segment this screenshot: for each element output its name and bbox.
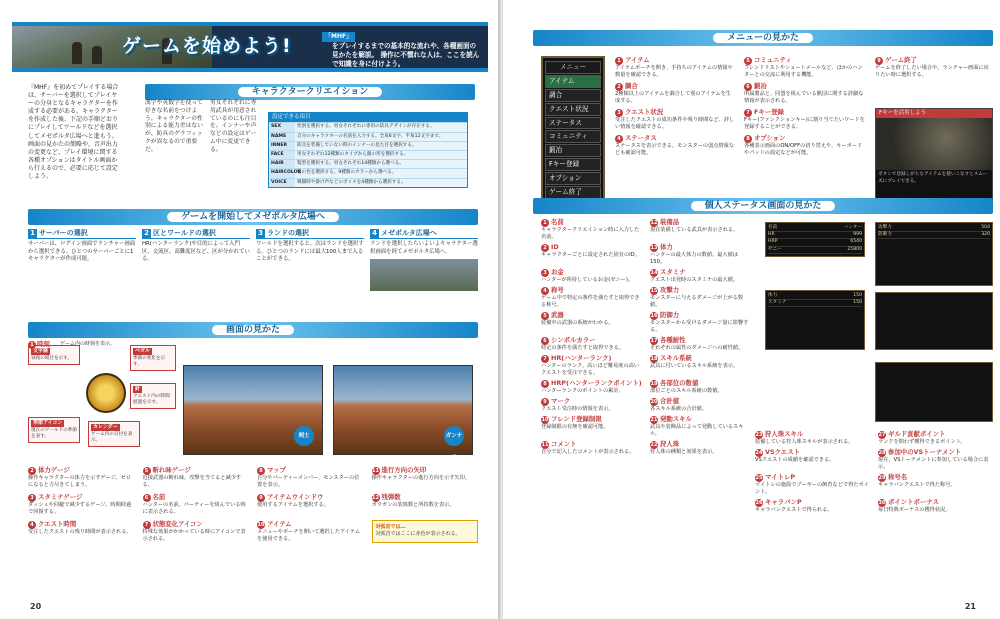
clock-item-label: 1 時刻 (28, 340, 50, 349)
banner-lead: をプレイするまでの基本的な流れや、各種画面の見かたを解説。 操作に不慣れな人は、ここを読んで知識を身に付けよう。 (332, 42, 480, 69)
status-window: 名前 ハンター HR 999 HRP 6540 ゼニー 25800 (765, 222, 865, 257)
clock-item-text: ゲーム内の時刻を表示。 (60, 341, 116, 347)
fkey-screenshot (876, 118, 992, 170)
right-page (502, 0, 1000, 619)
list-item: 8 マップ 自分やパーティーメンバー、モンスターの位置を表示。 (257, 466, 360, 489)
fkey-box: Fキーを活用しよう ボタンで登録しがちなアイテムを使いこなすとスムーズにプレイできる。 (875, 108, 993, 204)
list-item: 5 コミュニティ フレンドリストやショートメールなど、ほかのハンターとの交流に利用する機能。 (744, 56, 863, 79)
note-box: 対弧首では… 対弧首ではここに赤色が表示される。 (372, 520, 479, 543)
list-item: 2 調合 2種類以上のアイテムを調合して別のアイテムを生成する。 (615, 82, 731, 105)
step-screenshot (370, 259, 478, 291)
clock-diagram: 文字盤 昼夜の境目を示す。 ベゼル 季節の変化を示す。 針 クエスト内の時間経過を示す。 季節アイコン 現在のワールドの季節を表す。 カレンダー ゲーム内の日付を表示。 (28, 345, 178, 455)
skill-window: 体力 150 スタミナ 150 (765, 290, 865, 350)
section-character: キャラクタークリエイション (145, 84, 475, 100)
list-item: 1 アイテム アイテムポーチを開き、手持ちのアイテムの情報や数量を確認できる。 (615, 56, 733, 79)
intro-text: 『MHF』を初めてプレイする場合は、サーバーを選択してプレイヤーの分身となるキャラクターを作成する必要がある。キャラクターを作成した後、下記の手順どおりにプレイしてワールドなどを選択してメゼポルタ広場へと進もう。画面の見かたの簡略や、音声出力の変更など、プレイ環境に関する各種オプションはタイトル画面から行えるので、必要に応じて設定しよう。 (28, 84, 119, 181)
list-item: 12 残弾数 ボウガンの装填数と所持数を表示。 (371, 493, 455, 509)
list-item: 11 進行方向の矢印 操作キャラクターの進行方向を示す矢印。 (371, 466, 470, 481)
resist-window (875, 292, 993, 350)
list-item: 6 名前 ハンターの名前。パーティーを組んでいる時に表示される。 (142, 493, 246, 516)
clock-icon (86, 373, 126, 413)
list-item: 9 アイテムウインドウ 使用するアイテムを選択する。 (257, 493, 329, 509)
char-lead-2: 男女それぞれに専用武具が用意されているのにも注目を。インナーや声などの設定はゲーム中に変更できる。 (210, 100, 257, 153)
screenshot-gunner: ガンナー (333, 365, 473, 455)
list-item: 5 斬れ味ゲージ 近接武器の斬れ味。攻撃を当てると減少する。 (142, 466, 242, 489)
left-page (0, 0, 498, 619)
list-item: 4 クエスト時間 受注したクエストの残り時間が表示される。 (28, 520, 132, 536)
section-screen: 画面の見かた (28, 322, 478, 338)
list-item: 4 ステータス ステータスを表示できる。モンスターの弱点情報なども確認可能。 (615, 134, 735, 157)
step-item: 4 メゼポルタ広場へ ランドを選択したらいよいよキャラクター選択画面を経てメゼポルタ広場へ。 (370, 229, 478, 291)
hud-item-list (28, 466, 478, 543)
list-item: 7 Fキー登録 Fキー(ファンクションキー)に割り当てたいワードを登録することができる。 (744, 108, 865, 131)
list-item: 6 鍛冶 所属製品と、同盟を組んでいる猟団に関する詳細な情報が表示される。 (744, 82, 864, 105)
char-table-title: 設定できる項目 (269, 113, 467, 122)
char-lead: 漢字や英数字を使って好きな名前をつけよう。キャラクターの性別による能力差はないが、防具のグラフィックが異なるので重要だ。 (145, 100, 203, 153)
hud-diagram (28, 345, 478, 459)
steps (28, 229, 478, 291)
menu-item-list (615, 56, 865, 157)
step-item: 1 サーバーの選択 サーバーは、ログイン画面でランチャー画面から選択できる。ひとつのサーバーごとに1キャラクターが作成可能。 (28, 229, 136, 263)
banner (12, 22, 488, 72)
equipment-window: 攻撃力 504 防御力 320 (875, 222, 993, 286)
list-item: 7 状態変化アイコン 特殊な効果がかかっている時にアイコンで表示される。 (142, 520, 246, 543)
status-item-list: 1 名前 キャラクタークリエイション時に入力した名前。 12 装備品 現在装備している武具が表示される。 2 ID キャラクターごとに設定された固有のID。 13 体力 ハンターの最大体力の数値。最大値は150。 3 お金 ハンターが所持しているお金(ゼニー)。 14 スタミナ クエスト出発時のスタミナの最大値。 4 称号 ゲーム中で特定の条件を満たすと取得できる称号。 15 攻撃力 モンスターに与えるダメージが上がる数値。 5 武器 装備中の武器の系統がわかる。 16 防御力 モンスターから受けるダメージ量に影響する。 6 シンボルカラー 特定の条件を満たすと取得できる。 17 各種耐性 それぞれの属性のダメージへの耐性値。 7 HR(ハンターランク) ハンターのランク。高いほど難易度の高いクエストを受注できる。 18 スキル系統 武具に付いているスキル系統を表示。 8 HRP(ハンターランクポイント) ハンターランクのポイントの累計。 19 各部位の数値 部位ごとのスキル系統の数値。 9 マーク クエスト受注時の情報を表示。 20 合計値 各スキル系統の合計値。 10 フレンド登録制限 登録制限の有無を確認可能。 21 発動スキル 武具や装飾品によって発動しているスキル。 11 コメント 自分で記入したコメントが表示される。 22 狩人珠 狩人珠の種類と効果を表示。 (541, 218, 749, 456)
page-number: 20 (30, 602, 42, 612)
list-item: 3 クエスト状況 受注したクエストの成功条件や残り時間など、詳しい情報を確認できる。 (615, 108, 735, 131)
list-item: 10 アイテム メニューやポーチを開いて選択したアイテムを使用できる。 (257, 520, 361, 543)
menu-item-exit: 9 ゲーム終了 ゲームを終了したい場合や、ランチャー画面に戻りたい時に選択する。 (875, 56, 989, 79)
menu-panel: メニュー アイテム 調合 クエスト状況 ステータス コミュニティ 鍛冶 Fキー登録 オプション ゲーム終了 (541, 56, 605, 204)
section-status: 個人ステータス画面の見かた (533, 198, 993, 214)
list-item: 2 体力ゲージ 操作キャラクターの体力を示すゲージ。ゼロになると力尽きてしまう。 (28, 466, 131, 489)
banner-tag: 「MHF」 (322, 32, 355, 42)
char-table: 設定できる項目 SEX 性別を選択する。男女それぞれに専用の防具デザインが存在する。 NAME 自分のキャラクターの名前を入力する。全角6文字、半角12文字まで。 INNER 防具を装備していない時のインナーの見た目を選択する。 FACE 男女それぞれ12種類のタイプから顔の形を選択する。 HAIR 髪型を選択する。男女それぞれ14種類から選べる。 HAIRCOLOR 髪の色を選択する。9種類のカラーから選べる。 VOICE 戦闘時や掛け声などのボイスを4種類から選択する。 (268, 112, 468, 188)
banner-title: ゲームを始めよう! (122, 35, 292, 57)
screenshot-blademaster: 剣士 (183, 365, 323, 455)
section-start: ゲームを開始してメゼポルタ広場へ (28, 209, 478, 225)
page-number: 21 (964, 602, 976, 612)
list-item: 8 オプション 各種表示画面のON/OFFの切り替えや、キーボードやパッドの設定などが可能。 (744, 134, 863, 157)
list-item: 3 スタミナゲージ ダッシュや回避で減少するゲージ。時間経過で回復する。 (28, 493, 132, 516)
step-item: 2 区とワールドの選択 HR(ハンターランク)や目的によって入門区、交流区、高難度区など、区が分かれている。 (142, 229, 250, 263)
status-item-list-b: 23 狩人珠スキル 装備している狩人珠スキルが表示される。 27 ギルド貢献ポイント ランクを問わず獲得できるポイント。 24 VSクエスト VSクエストの成績を確認できる。 28 参加中のVSトーナメント 現在、VSトーナメントに参加している場合に表示。 25 マイトレP マイトレの施設でプーギーの飼育などで得たポイント。 29 称号名 キャラバンクエストで得た称号。 26 キャラバンP キャラバンクエストで得られる。 30 ポイントボーナス 毎日特典ボーナスの獲得状況。 (755, 430, 989, 514)
hunter-stone-window (875, 362, 993, 422)
section-menu: メニューの見かた (533, 30, 993, 46)
step-item: 3 ランドの選択 ワールドを選択すると、次はランドを選択する。ひとつのランドには最大100人まで入ることができる。 (256, 229, 364, 263)
